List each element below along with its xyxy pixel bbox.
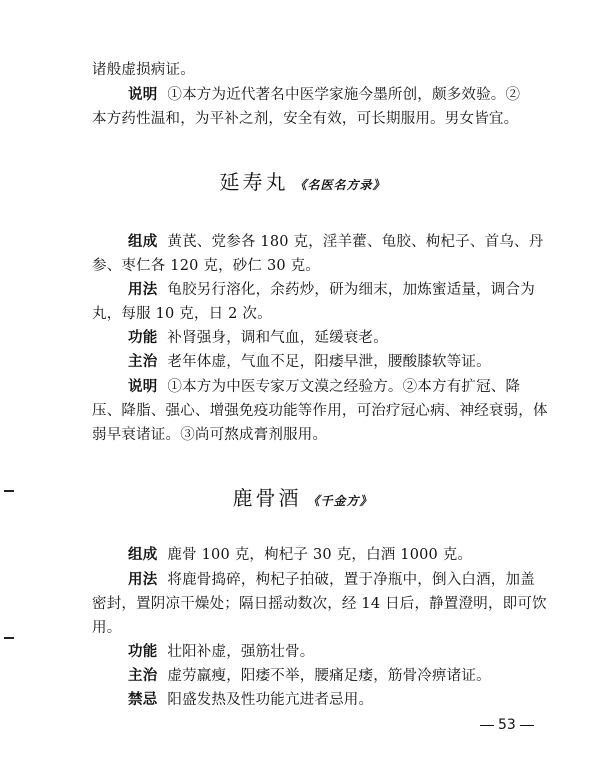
note-label: 说明 bbox=[128, 378, 158, 395]
composition-label: 组成 bbox=[128, 233, 158, 250]
contraindication-label: 禁忌 bbox=[128, 691, 158, 708]
note-label: 说明 bbox=[128, 86, 158, 103]
indication-row bbox=[128, 664, 561, 688]
note-line: 压、降脂、强心、增强免疫功能等作用，可治疗冠心病、神经衰弱，体 bbox=[92, 403, 548, 419]
function-row bbox=[128, 326, 561, 350]
function-row bbox=[128, 640, 561, 664]
note-row bbox=[128, 375, 561, 399]
indication-row bbox=[128, 350, 561, 374]
contraindication-text: 阳盛发热及性功能亢进者忌用。 bbox=[167, 692, 374, 708]
indication-text: 老年体虚，气血不足，阳痿早泄，腰酸膝软等证。 bbox=[167, 354, 491, 370]
composition-text: 鹿骨 100 克，枸杞子 30 克，白酒 1000 克。 bbox=[167, 547, 473, 563]
intro-note bbox=[128, 83, 561, 107]
usage-label: 用法 bbox=[128, 281, 158, 298]
note-line: 弱早衰诸证。③尚可熬成膏剂服用。 bbox=[92, 427, 328, 443]
recipe-heading bbox=[0, 482, 605, 511]
recipe-heading bbox=[0, 166, 605, 195]
function-label: 功能 bbox=[128, 643, 158, 660]
usage-text: 将鹿骨捣碎，枸杞子拍破，置于净瓶中，倒入白酒，加盖 bbox=[167, 572, 535, 588]
function-label: 功能 bbox=[128, 329, 158, 346]
note-text: ①本方为中医专家万文漠之经验方。②本方有扩冠、降 bbox=[167, 379, 521, 395]
dash-right bbox=[520, 725, 534, 726]
usage-line: 密封，置阴凉干燥处；隔日摇动数次，经 14 日后，静置澄明，即可饮 bbox=[92, 596, 547, 612]
note-text: ①本方为近代著名中医学家施今墨所创，颇多效验。② bbox=[167, 87, 521, 103]
composition-text: 黄芪、党参各 180 克，淫羊藿、龟胶、枸杞子、首乌、丹 bbox=[167, 234, 544, 250]
usage-text: 龟胶另行溶化，余药炒，研为细末，加炼蜜适量，调合为 bbox=[167, 282, 535, 298]
recipe-title: 鹿骨酒 bbox=[232, 486, 302, 510]
function-text: 补肾强身，调和气血，延缓衰老。 bbox=[167, 330, 388, 346]
usage-line: 丸，每服 10 克，日 2 次。 bbox=[92, 306, 272, 322]
composition-row bbox=[128, 543, 561, 567]
page-number bbox=[476, 717, 538, 733]
contraindication-row bbox=[128, 688, 561, 712]
recipe-source: 《千金方》 bbox=[307, 494, 373, 508]
intro-note-line: 本方药性温和，为平补之剂，安全有效，可长期服用。男女皆宜。 bbox=[92, 111, 519, 127]
dash-left bbox=[480, 725, 494, 726]
recipe-source: 《名医名方录》 bbox=[294, 178, 386, 192]
composition-row bbox=[128, 230, 561, 254]
function-text: 壮阳补虚，强筋壮骨。 bbox=[167, 644, 315, 660]
usage-line: 用。 bbox=[92, 620, 122, 636]
usage-row bbox=[128, 568, 561, 592]
usage-label: 用法 bbox=[128, 571, 158, 588]
indication-text: 虚劳羸瘦，阳痿不举，腰痛足痿，筋骨冷痹诸证。 bbox=[167, 668, 491, 684]
usage-row bbox=[128, 278, 561, 302]
margin-mark bbox=[4, 637, 14, 639]
composition-label: 组成 bbox=[128, 546, 158, 563]
indication-label: 主治 bbox=[128, 353, 158, 370]
indication-label: 主治 bbox=[128, 667, 158, 684]
recipe-title: 延寿丸 bbox=[219, 170, 289, 194]
page-number-text: 53 bbox=[498, 717, 516, 733]
intro-text-line: 诸般虚损病证。 bbox=[92, 62, 195, 78]
composition-line: 参、枣仁各 120 克，砂仁 30 克。 bbox=[92, 258, 321, 274]
